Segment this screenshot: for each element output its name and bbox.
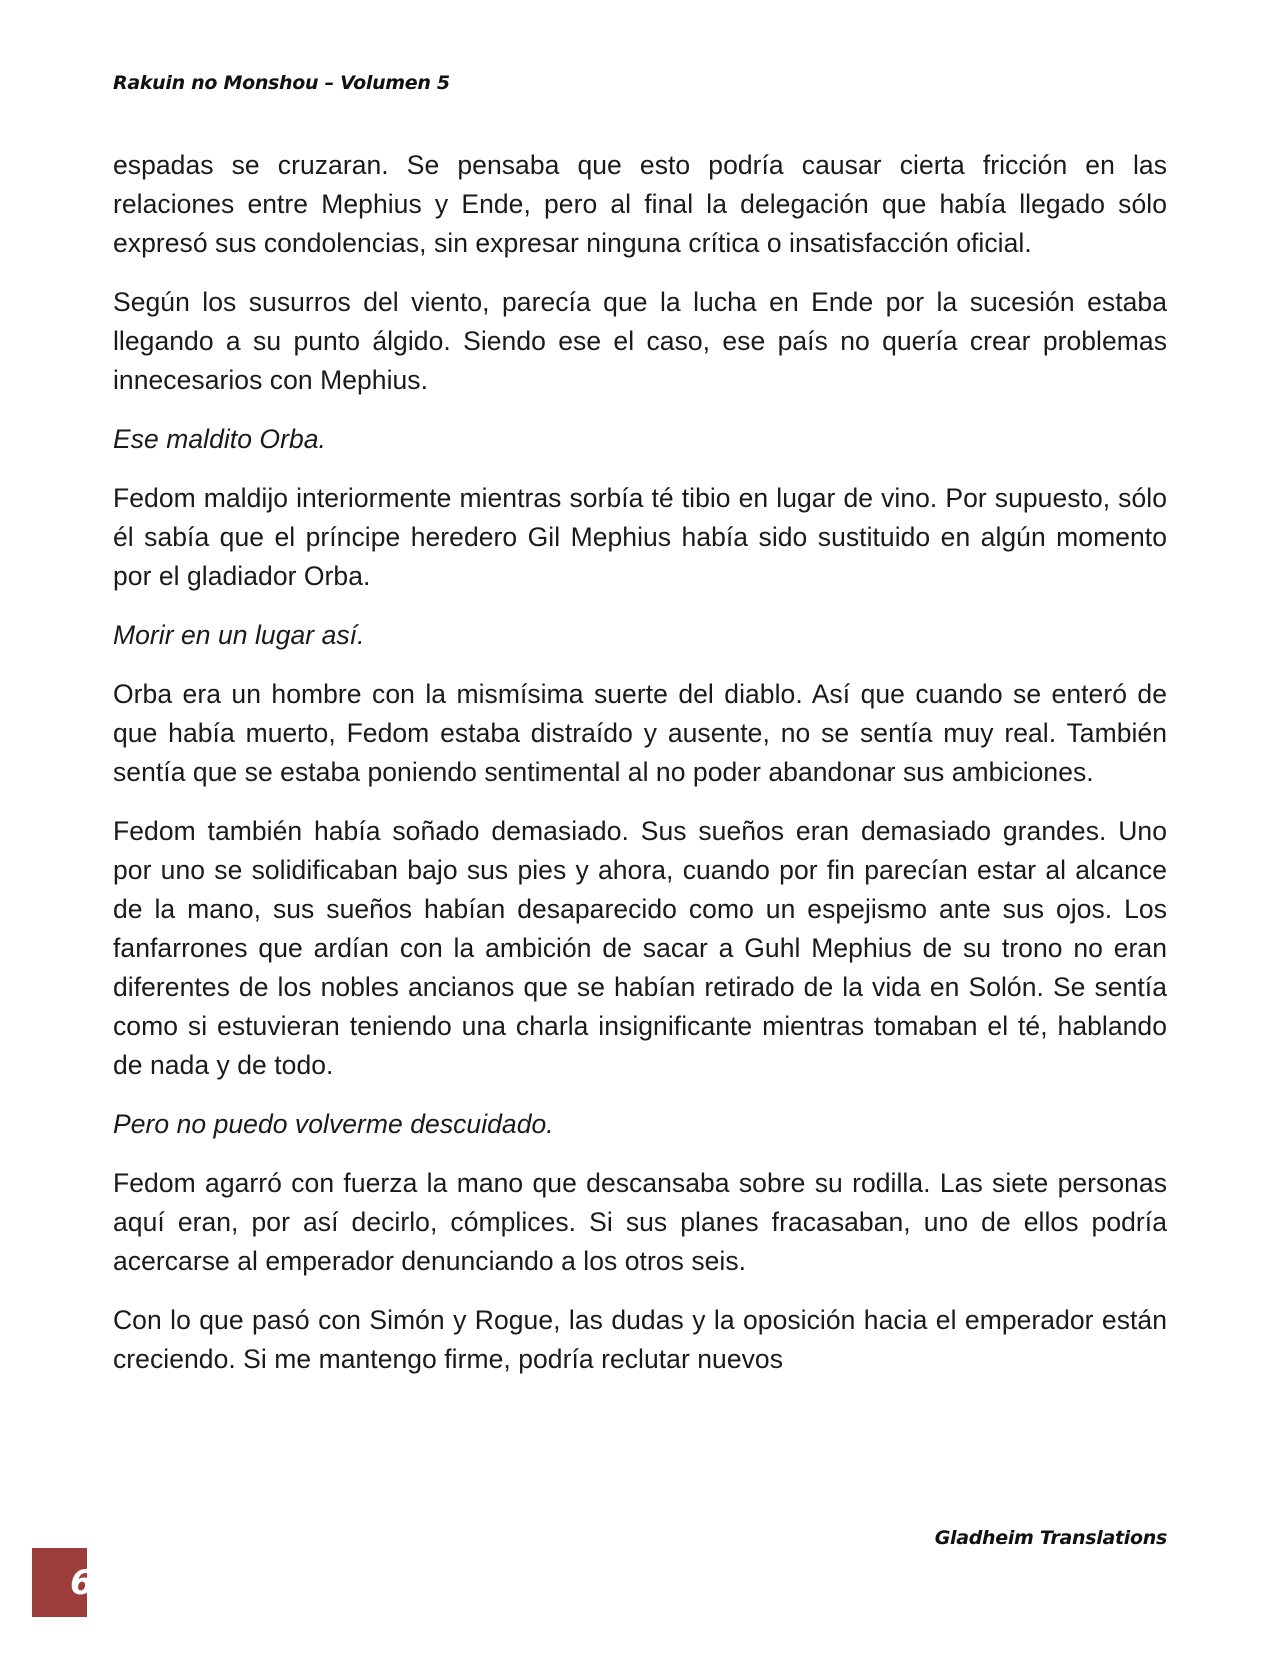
- paragraph-italic-thought: Morir en un lugar así.: [113, 620, 365, 650]
- running-header: Rakuin no Monshou – Volumen 5: [113, 72, 450, 94]
- paragraph: Fedom agarró con fuerza la mano que descansaba sobre su rodilla. Las siete personas aquí eran, por así decirlo, cómplices. Si sus planes fracasaban, uno de ellos podría acercarse al emperador denunciando a los otros seis.: [113, 1168, 1167, 1276]
- paragraph: Según los susurros del viento, parecía que la lucha en Ende por la sucesión estaba llegando a su punto álgido. Siendo ese el caso, ese país no quería crear problemas innecesarios con Mephius.: [113, 287, 1167, 395]
- paragraph: espadas se cruzaran. Se pensaba que esto podría causar cierta fricción en las relaciones entre Mephius y Ende, pero al final la delegación que había llegado sólo expresó sus condolencias, sin expresar ninguna crítica o insatisfacción oficial.: [113, 150, 1167, 258]
- paragraph: Orba era un hombre con la mismísima suerte del diablo. Así que cuando se enteró de que había muerto, Fedom estaba distraído y ausente, no se sentía muy real. También sentía que se estaba poniendo sentimental al no poder abandonar sus ambiciones.: [113, 679, 1167, 787]
- paragraph: Con lo que pasó con Simón y Rogue, las dudas y la oposición hacia el emperador están creciendo. Si me mantengo firme, podría reclutar nuevos: [113, 1305, 1167, 1374]
- paragraph-italic-thought: Ese maldito Orba.: [113, 424, 326, 454]
- page-body: [113, 146, 1167, 1399]
- paragraph: Fedom también había soñado demasiado. Sus sueños eran demasiado grandes. Uno por uno se solidificaban bajo sus pies y ahora, cuando por fin parecían estar al alcance de la mano, sus sueños habían desaparecido como un espejismo ante sus ojos. Los fanfarrones que ardían con la ambición de sacar a Guhl Mephius de su trono no eran diferentes de los nobles ancianos que se habían retirado de la vida en Solón. Se sentía como si estuvieran teniendo una charla insignificante mientras tomaban el té, hablando de nada y de todo.: [113, 816, 1167, 1080]
- paragraph: Fedom maldijo interiormente mientras sorbía té tibio en lugar de vino. Por supuesto, sólo él sabía que el príncipe heredero Gil Mephius había sido sustituido en algún momento por el gladiador Orba.: [113, 483, 1167, 591]
- paragraph-italic-thought: Pero no puedo volverme descuidado.: [113, 1109, 554, 1139]
- page-number-box: [32, 1548, 94, 1620]
- page-number: 6: [70, 1563, 94, 1603]
- page-number-rule: [32, 1617, 87, 1620]
- footer-credit: Gladheim Translations: [934, 1527, 1167, 1549]
